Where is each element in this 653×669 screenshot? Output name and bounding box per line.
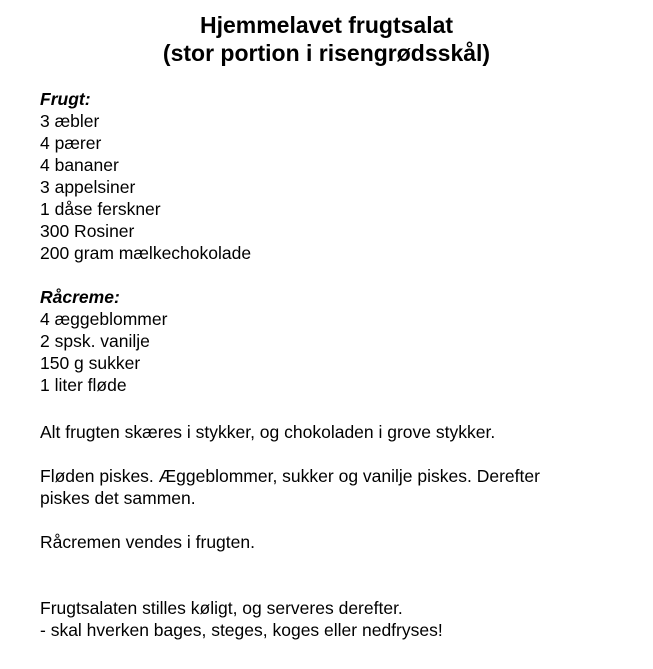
- instruction-line: Fløden piskes. Æggeblommer, sukker og vanilje piskes. Derefter: [40, 466, 540, 486]
- instruction-line: piskes det sammen.: [40, 488, 196, 508]
- ingredient-item: 2 spsk. vanilje: [40, 331, 150, 351]
- ingredient-item: 4 bananer: [40, 155, 119, 175]
- ingredient-item: 150 g sukker: [40, 353, 141, 373]
- fruit-heading: Frugt:: [40, 89, 91, 109]
- recipe-subtitle: (stor portion i risengrødsskål): [162, 40, 491, 66]
- ingredient-item: 200 gram mælkechokolade: [40, 243, 252, 263]
- instruction-line: - skal hverken bages, steges, koges eller nedfryses!: [40, 620, 443, 640]
- cream-section: [40, 286, 167, 396]
- ingredient-item: 3 æbler: [40, 111, 100, 131]
- ingredient-item: 1 liter fløde: [40, 375, 127, 395]
- ingredient-item: 3 appelsiner: [40, 177, 136, 197]
- instruction-line: Frugtsalaten stilles køligt, og serveres derefter.: [40, 598, 403, 618]
- fruit-section: [40, 88, 251, 264]
- cream-heading: Råcreme:: [40, 287, 120, 307]
- instruction-step-4: [40, 597, 443, 641]
- ingredient-item: 4 pærer: [40, 133, 102, 153]
- instruction-step-2: [40, 465, 540, 509]
- instruction-step-3: Råcremen vendes i frugten.: [40, 532, 255, 552]
- ingredient-item: 300 Rosiner: [40, 221, 135, 241]
- ingredient-item: 4 æggeblommer: [40, 309, 168, 329]
- instruction-step-1: Alt frugten skæres i stykker, og chokoladen i grove stykker.: [40, 422, 496, 442]
- recipe-title: Hjemmelavet frugtsalat: [199, 12, 454, 38]
- ingredient-item: 1 dåse ferskner: [40, 199, 161, 219]
